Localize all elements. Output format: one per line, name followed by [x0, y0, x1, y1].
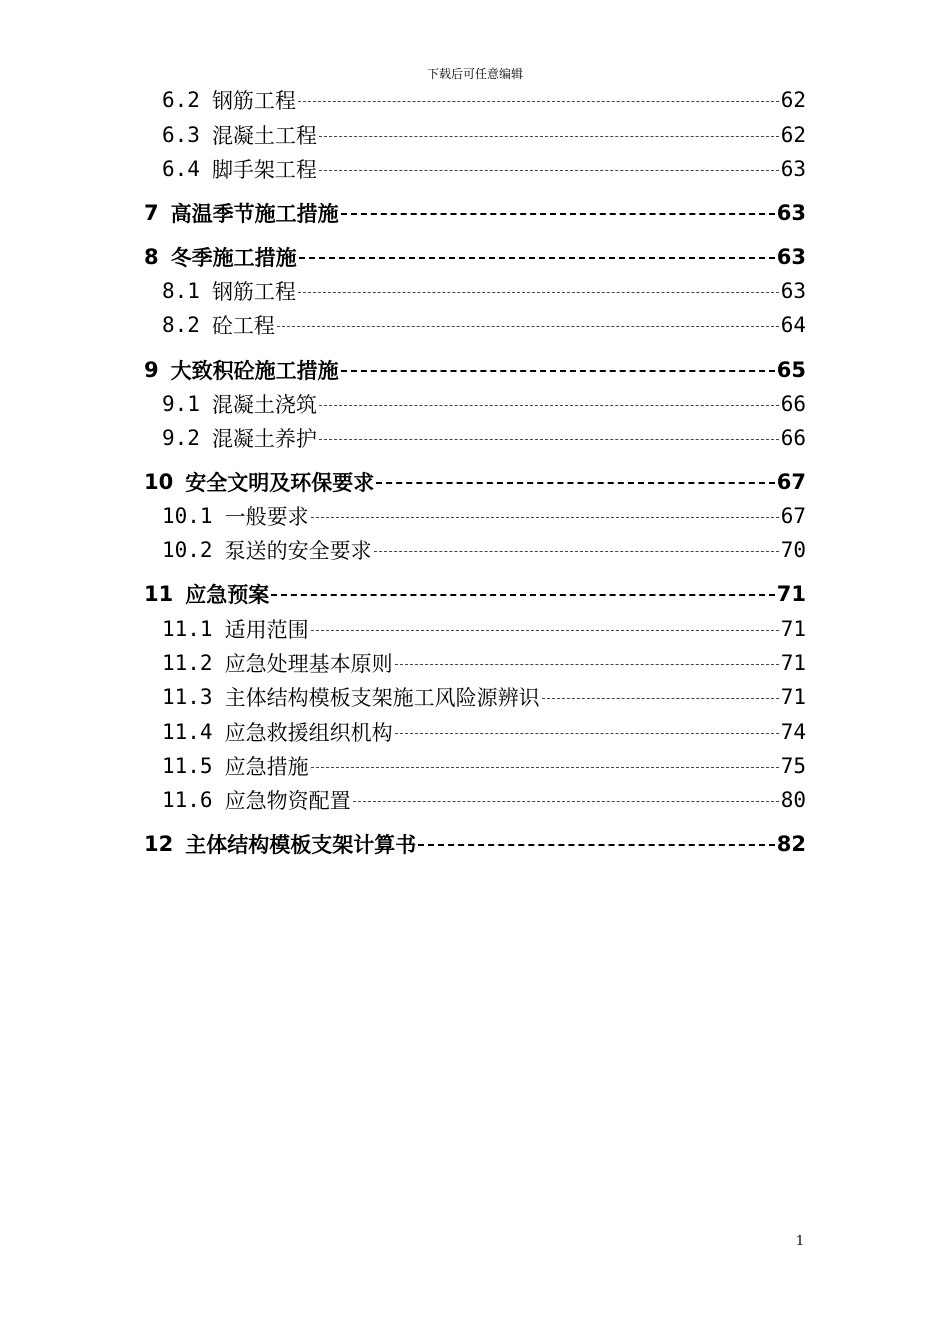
toc-section-entry[interactable] — [162, 715, 806, 749]
toc-dot-leader — [376, 482, 775, 484]
toc-entry-number: 9.2 — [162, 426, 200, 450]
toc-entry-number: 9.1 — [162, 392, 200, 416]
toc-entry-number: 11 — [144, 582, 174, 606]
toc-entry-title: 高温季节施工措施 — [170, 202, 339, 226]
toc-entry-title: 一般要求 — [224, 505, 309, 529]
toc-chapter-entry[interactable] — [144, 239, 806, 275]
toc-entry-page: 63 — [776, 245, 806, 269]
toc-entry-page: 63 — [780, 279, 806, 303]
toc-entry-number: 11.2 — [162, 651, 213, 675]
toc-section-entry[interactable] — [162, 118, 806, 152]
toc-chapter-entry[interactable] — [144, 352, 806, 388]
toc-entry-number: 7 — [144, 201, 159, 225]
toc-dot-leader — [418, 844, 775, 846]
toc-entry-page: 70 — [780, 538, 806, 562]
toc-entry-title: 钢筋工程 — [211, 89, 296, 113]
toc-entry-page: 71 — [776, 582, 806, 606]
toc-section-entry[interactable] — [162, 499, 806, 533]
toc-section-entry[interactable] — [162, 680, 806, 714]
toc-entry-title: 主体结构模板支架计算书 — [185, 833, 417, 857]
toc-entry-number: 8.2 — [162, 313, 200, 337]
toc-dot-leader — [374, 551, 779, 552]
toc-section-entry[interactable] — [162, 152, 806, 186]
toc-entry-number: 8 — [144, 245, 159, 269]
toc-dot-leader — [271, 594, 775, 596]
toc-section-entry[interactable] — [162, 421, 806, 455]
toc-section-entry[interactable] — [162, 646, 806, 680]
toc-dot-leader — [319, 170, 779, 171]
toc-entry-page: 71 — [780, 651, 806, 675]
toc-entry-number: 10 — [144, 470, 174, 494]
page-header: 下载后可任意编辑 — [426, 67, 523, 81]
toc-entry-page: 80 — [780, 788, 806, 812]
toc-entry-page: 62 — [780, 88, 806, 112]
toc-dot-leader — [277, 326, 779, 327]
toc-section-entry[interactable] — [162, 749, 806, 783]
toc-dot-leader — [298, 101, 779, 102]
toc-entry-number: 11.3 — [162, 685, 213, 709]
toc-dot-leader — [299, 257, 775, 259]
toc-chapter-entry[interactable] — [144, 195, 806, 231]
toc-section-entry[interactable] — [162, 612, 806, 646]
toc-entry-title: 混凝土工程 — [211, 124, 317, 148]
toc-entry-number: 12 — [144, 832, 174, 856]
toc-section-entry[interactable] — [162, 783, 806, 817]
toc-section-entry[interactable] — [162, 533, 806, 567]
toc-dot-leader — [341, 370, 775, 372]
toc-entry-page: 65 — [776, 358, 806, 382]
toc-chapter-entry[interactable] — [144, 826, 806, 862]
toc-dot-leader — [542, 698, 779, 699]
toc-entry-title: 安全文明及环保要求 — [185, 471, 375, 495]
toc-entry-page: 66 — [780, 426, 806, 450]
toc-dot-leader — [311, 517, 779, 518]
toc-entry-page: 71 — [780, 685, 806, 709]
toc-entry-number: 10.1 — [162, 504, 213, 528]
toc-dot-leader — [319, 439, 779, 440]
toc-entry-number: 8.1 — [162, 279, 200, 303]
toc-entry-title: 应急措施 — [224, 755, 309, 779]
toc-entry-title: 混凝土浇筑 — [211, 393, 317, 417]
toc-entry-title: 应急物资配置 — [224, 789, 351, 813]
toc-entry-number: 11.5 — [162, 754, 213, 778]
toc-dot-leader — [341, 213, 775, 215]
toc-dot-leader — [311, 767, 779, 768]
toc-entry-title: 冬季施工措施 — [170, 246, 297, 270]
toc-entry-number: 9 — [144, 358, 159, 382]
toc-chapter-entry[interactable] — [144, 576, 806, 612]
toc-entry-title: 主体结构模板支架施工风险源辨识 — [224, 686, 540, 710]
toc-section-entry[interactable] — [162, 83, 806, 117]
toc-dot-leader — [353, 801, 779, 802]
toc-dot-leader — [395, 664, 779, 665]
toc-entry-title: 砼工程 — [211, 314, 275, 338]
toc-dot-leader — [319, 405, 779, 406]
toc-entry-title: 应急预案 — [185, 583, 270, 607]
toc-chapter-entry[interactable] — [144, 464, 806, 500]
toc-entry-title: 大致积砼施工措施 — [170, 359, 339, 383]
toc-dot-leader — [311, 630, 779, 631]
toc-dot-leader — [319, 136, 779, 137]
toc-entry-number: 10.2 — [162, 538, 213, 562]
toc-entry-page: 64 — [780, 313, 806, 337]
toc-section-entry[interactable] — [162, 308, 806, 342]
toc-entry-number: 11.4 — [162, 720, 213, 744]
toc-entry-page: 63 — [780, 157, 806, 181]
toc-dot-leader — [298, 292, 779, 293]
toc-entry-page: 82 — [776, 832, 806, 856]
toc-entry-title: 应急处理基本原则 — [224, 652, 393, 676]
toc-entry-title: 泵送的安全要求 — [224, 539, 372, 563]
toc-entry-title: 适用范围 — [224, 618, 309, 642]
toc-entry-number: 11.6 — [162, 788, 213, 812]
toc-entry-number: 11.1 — [162, 617, 213, 641]
toc-entry-page: 62 — [780, 123, 806, 147]
toc-entry-page: 71 — [780, 617, 806, 641]
toc-dot-leader — [395, 733, 779, 734]
toc-entry-title: 脚手架工程 — [211, 158, 317, 182]
toc-entry-title: 混凝土养护 — [211, 427, 317, 451]
toc-entry-page: 75 — [780, 754, 806, 778]
toc-entry-page: 66 — [780, 392, 806, 416]
toc-entry-page: 74 — [780, 720, 806, 744]
toc-entry-title: 钢筋工程 — [211, 280, 296, 304]
toc-entry-page: 67 — [780, 504, 806, 528]
toc-entry-number: 6.3 — [162, 123, 200, 147]
toc-entry-page: 63 — [776, 201, 806, 225]
toc-entry-page: 67 — [776, 470, 806, 494]
toc-entry-number: 6.2 — [162, 88, 200, 112]
toc-section-entry[interactable] — [162, 274, 806, 308]
toc-entry-title: 应急救援组织机构 — [224, 721, 393, 745]
page-number: 1 — [795, 1234, 805, 1249]
toc-section-entry[interactable] — [162, 387, 806, 421]
toc-entry-number: 6.4 — [162, 157, 200, 181]
